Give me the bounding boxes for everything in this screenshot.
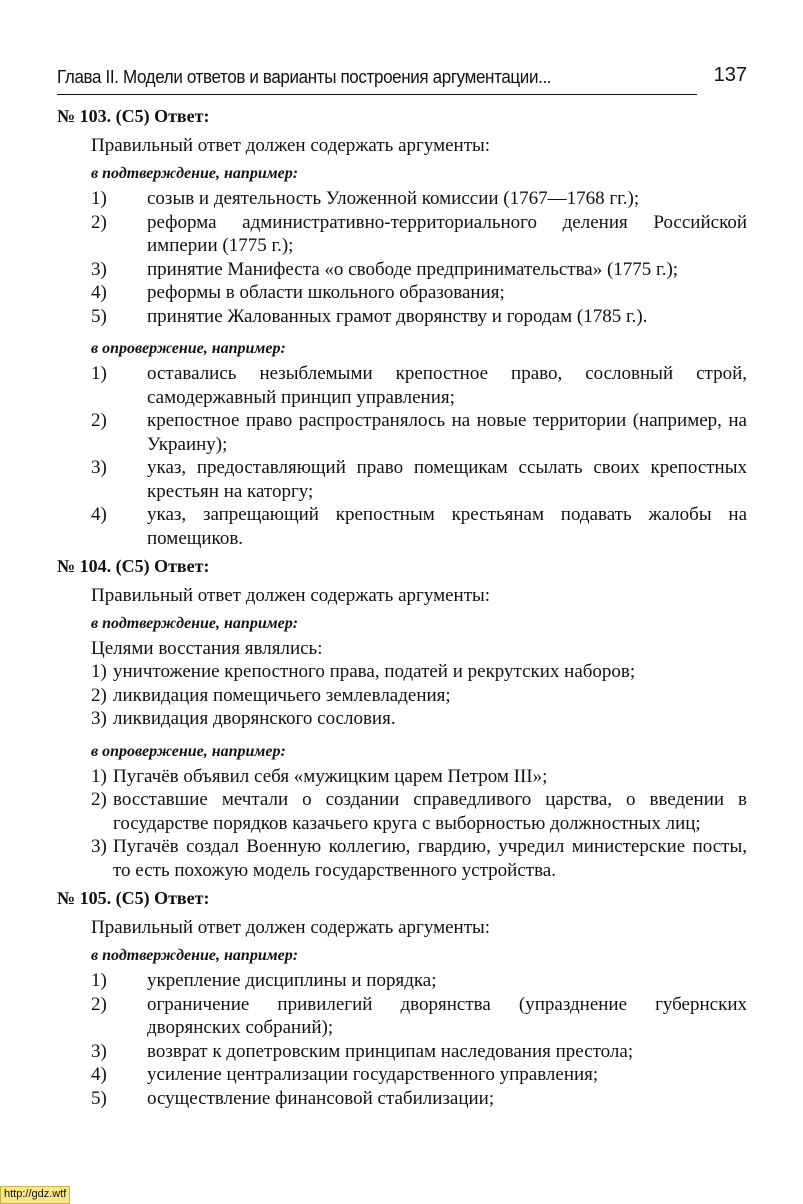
list-item xyxy=(91,503,747,550)
item-number: 2) xyxy=(91,993,107,1015)
list-item xyxy=(91,258,747,282)
item-text: принятие Жалованных грамот дворянству и городам (1785 г.). xyxy=(147,305,648,327)
confirm-label: в подтверждение, например: xyxy=(91,947,299,964)
item-number: 2) xyxy=(91,410,107,431)
list-item xyxy=(91,993,747,1040)
question-104 xyxy=(57,556,747,882)
item-text: оставались незыблемыми крепостное право, сословный строй, самодержавный принцип управления; xyxy=(147,363,747,408)
item-number: 4) xyxy=(91,282,107,303)
confirm-list xyxy=(57,187,747,328)
item-number: 5) xyxy=(91,305,107,327)
list-item xyxy=(91,362,747,409)
item-text: Пугачёв создал Военную коллегию, гвардию, учредил министерские посты, то есть похожую модель государственного устройства. xyxy=(113,836,747,881)
item-text: усиление централизации государственного управления; xyxy=(147,1064,599,1085)
confirm-list xyxy=(57,969,747,1110)
refute-list xyxy=(57,765,747,883)
item-number: 1) xyxy=(91,970,107,991)
page-number: 137 xyxy=(713,64,747,86)
question-intro: Правильный ответ должен содержать аргументы: xyxy=(91,917,491,938)
item-text: указ, предоставляющий право помещикам ссылать своих крепостных крестьян на каторгу; xyxy=(147,457,747,502)
question-heading: № 104. (С5) Ответ: xyxy=(57,556,210,576)
confirm-list xyxy=(57,660,747,731)
list-item xyxy=(91,835,747,882)
item-text: реформа административно-территориального деления Российской империи (1775 г.); xyxy=(147,211,747,256)
item-text: крепостное право распространялось на новые территории (например, на Украину); xyxy=(147,410,747,455)
chapter-title: Глава II. Модели ответов и варианты построения аргументации... xyxy=(57,66,552,87)
page-content xyxy=(57,106,747,1110)
item-text: принятие Манифеста «о свободе предпринимательства» (1775 г.); xyxy=(147,258,679,280)
list-item xyxy=(91,707,747,731)
refute-list xyxy=(57,362,747,550)
item-text: восставшие мечтали о создании справедливого царства, о введении в государстве порядков казачьего круга с выборностью должностных лиц; xyxy=(113,789,747,834)
list-item xyxy=(91,281,747,305)
item-number: 1) xyxy=(91,765,107,787)
item-number: 4) xyxy=(91,504,107,525)
list-item xyxy=(91,456,747,503)
item-number: 3) xyxy=(91,457,107,478)
list-item xyxy=(91,765,747,789)
list-item xyxy=(91,1087,747,1111)
refute-label: в опровержение, например: xyxy=(91,742,286,760)
header-rule xyxy=(57,94,697,95)
item-number: 4) xyxy=(91,1064,107,1085)
list-item xyxy=(91,187,747,211)
item-text: ликвидация помещичьего землевладения; xyxy=(113,684,451,706)
item-number: 2) xyxy=(91,789,107,810)
item-number: 3) xyxy=(91,1040,107,1062)
question-103 xyxy=(57,106,747,550)
item-number: 3) xyxy=(91,836,107,857)
confirm-label: в подтверждение, например: xyxy=(91,165,299,182)
item-text: осуществление финансовой стабилизации; xyxy=(147,1087,495,1109)
question-intro: Правильный ответ должен содержать аргументы: xyxy=(91,135,491,156)
confirm-lead: Целями восстания являлись: xyxy=(91,638,323,659)
item-text: реформы в области школьного образования; xyxy=(147,282,505,303)
item-text: уничтожение крепостного права, податей и рекрутских наборов; xyxy=(113,661,636,682)
watermark-link[interactable]: http://gdz.wtf xyxy=(0,1186,70,1204)
item-number: 3) xyxy=(91,258,107,280)
list-item xyxy=(91,788,747,835)
item-number: 1) xyxy=(91,661,107,682)
list-item xyxy=(91,305,747,329)
list-item xyxy=(91,211,747,258)
item-text: указ, запрещающий крепостным крестьянам подавать жалобы на помещиков. xyxy=(147,504,747,549)
item-text: укрепление дисциплины и порядка; xyxy=(147,970,437,991)
list-item xyxy=(91,684,747,708)
confirm-label: в подтверждение, например: xyxy=(91,615,299,632)
item-text: ограничение привилегий дворянства (упразднение губернских дворянских собраний); xyxy=(147,993,747,1038)
item-number: 1) xyxy=(91,188,107,209)
item-number: 1) xyxy=(91,363,107,384)
item-text: возврат к допетровским принципам наследования престола; xyxy=(147,1040,634,1062)
question-105 xyxy=(57,888,747,1110)
item-number: 3) xyxy=(91,708,107,729)
list-item xyxy=(91,1040,747,1064)
item-number: 5) xyxy=(91,1087,107,1109)
item-number: 2) xyxy=(91,211,107,233)
item-text: созыв и деятельность Уложенной комиссии (1767—1768 гг.); xyxy=(147,188,640,209)
item-text: Пугачёв объявил себя «мужицким царем Петром III»; xyxy=(113,765,548,787)
list-item xyxy=(91,660,747,684)
question-heading: № 103. (С5) Ответ: xyxy=(57,106,210,126)
question-heading: № 105. (С5) Ответ: xyxy=(57,888,210,908)
list-item xyxy=(91,969,747,993)
running-header xyxy=(57,62,747,96)
item-text: ликвидация дворянского сословия. xyxy=(113,708,396,729)
list-item xyxy=(91,409,747,456)
item-number: 2) xyxy=(91,684,107,706)
question-intro: Правильный ответ должен содержать аргументы: xyxy=(91,585,491,606)
list-item xyxy=(91,1063,747,1087)
refute-label: в опровержение, например: xyxy=(91,340,286,357)
